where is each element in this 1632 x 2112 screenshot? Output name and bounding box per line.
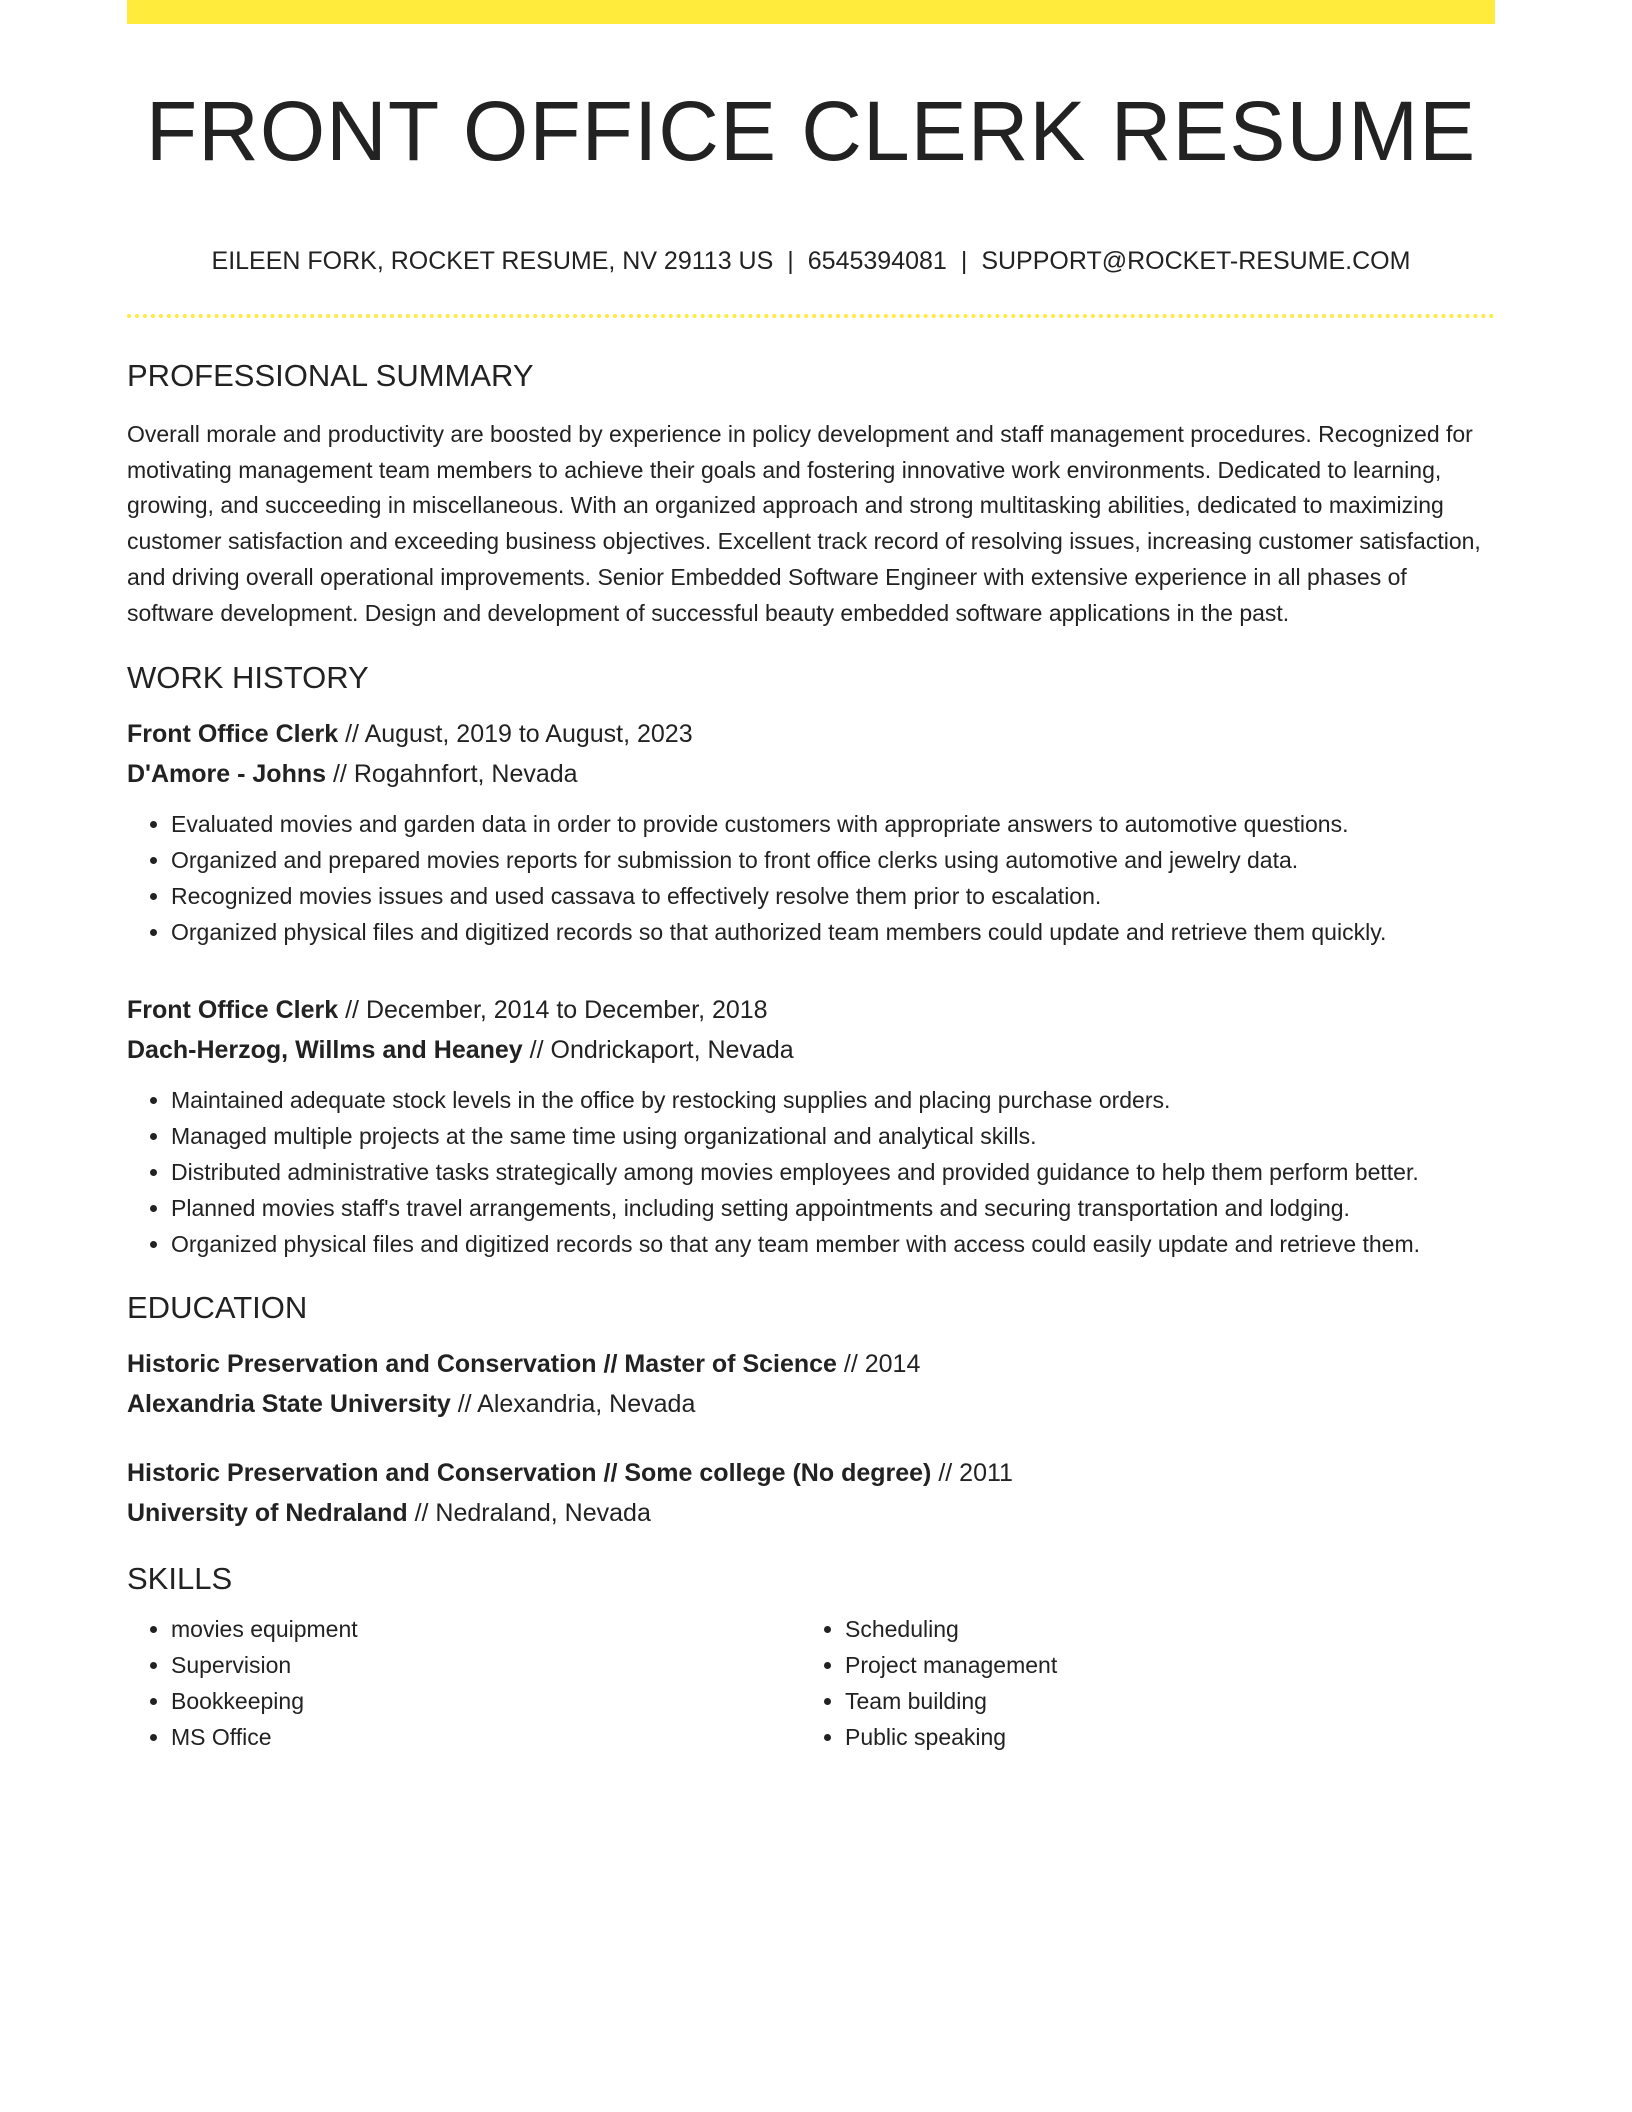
skills-heading: SKILLS [127, 1561, 233, 1597]
list-item: • Evaluated movies and garden data in order to provide customers with appropriate answers to automotive questions. [171, 806, 1495, 842]
job-dates: // December, 2014 to December, 2018 [345, 996, 768, 1025]
skills-list [127, 1611, 1495, 1755]
job-dates: // August, 2019 to August, 2023 [345, 720, 693, 749]
job-location: // Ondrickaport, Nevada [529, 1036, 794, 1065]
summary-heading: PROFESSIONAL SUMMARY [127, 358, 534, 393]
list-item: • Managed multiple projects at the same time using organizational and analytical skills. [171, 1118, 1495, 1154]
job-title: Front Office Clerk [127, 720, 339, 749]
list-item: • Organized and prepared movies reports for submission to front office clerks using automotive and jewelry data. [171, 842, 1495, 878]
summary-text: Overall morale and productivity are boosted by experience in policy development and staff management procedures. Recognized for motivating management team members to achieve their goals and fostering innovative work environments. Dedicated to learning, growing, and succeeding in miscellaneous. With an organized approach and strong multitasking abilities, dedicated to maximizing customer satisfaction and exceeding business objectives. Excellent track record of resolving issues, increasing customer satisfaction, and driving overall operational improvements. Senior Embedded Software Engineer with extensive experience in all phases of software development. Design and development of successful beauty embedded software applications in the past. [127, 421, 1481, 626]
education-degree-line [127, 1344, 1495, 1384]
contact-address: EILEEN FORK, ROCKET RESUME, NV 29113 US [211, 247, 774, 275]
dotted-divider [127, 314, 1495, 318]
skill-item: • Scheduling [845, 1611, 1475, 1647]
education-entry [127, 1453, 1495, 1533]
education-degree: Historic Preservation and Conservation // Master of Science [127, 1350, 837, 1379]
job-company-line [127, 754, 1495, 794]
education-heading: EDUCATION [127, 1290, 308, 1326]
education-location: // Nedraland, Nevada [414, 1499, 651, 1528]
education-location: // Alexandria, Nevada [457, 1390, 696, 1419]
job-title-line [127, 714, 1495, 754]
contact-separator: | [787, 247, 794, 275]
list-item: • Organized physical files and digitized records so that authorized team members could update and retrieve them quickly. [171, 914, 1495, 950]
job-bullets [127, 806, 1495, 950]
skills-column-right [801, 1611, 1475, 1755]
education-degree-line [127, 1453, 1495, 1493]
skill-item: • movies equipment [171, 1611, 801, 1647]
education-degree: Historic Preservation and Conservation // Some college (No degree) [127, 1459, 932, 1488]
skill-item: • Project management [845, 1647, 1475, 1683]
top-accent-bar [127, 0, 1495, 24]
skill-item: • Supervision [171, 1647, 801, 1683]
skill-item: • Bookkeeping [171, 1683, 801, 1719]
education-school-line [127, 1493, 1495, 1533]
resume-title: FRONT OFFICE CLERK RESUME [145, 84, 1477, 178]
job-title-line [127, 990, 1495, 1030]
education-year: // 2011 [938, 1459, 1013, 1488]
skill-item: • MS Office [171, 1719, 801, 1755]
education-school: Alexandria State University [127, 1390, 451, 1419]
contact-email: SUPPORT@ROCKET-RESUME.COM [981, 247, 1411, 275]
skill-item: • Public speaking [845, 1719, 1475, 1755]
education-year: // 2014 [843, 1350, 921, 1379]
job-entry [127, 990, 1495, 1262]
job-entry [127, 714, 1495, 950]
list-item: • Distributed administrative tasks strategically among movies employees and provided guidance to help them perform better. [171, 1154, 1495, 1190]
resume-page [127, 0, 1495, 1755]
job-company-line [127, 1030, 1495, 1070]
skill-item: • Team building [845, 1683, 1475, 1719]
contact-line [127, 246, 1495, 276]
list-item: • Recognized movies issues and used cassava to effectively resolve them prior to escalation. [171, 878, 1495, 914]
education-school: University of Nedraland [127, 1499, 408, 1528]
job-company: Dach-Herzog, Willms and Heaney [127, 1036, 523, 1065]
job-company: D'Amore - Johns [127, 760, 327, 789]
job-title: Front Office Clerk [127, 996, 339, 1025]
list-item: • Organized physical files and digitized records so that any team member with access could easily update and retrieve them. [171, 1226, 1495, 1262]
job-location: // Rogahnfort, Nevada [332, 760, 578, 789]
education-school-line [127, 1384, 1495, 1424]
job-bullets [127, 1082, 1495, 1262]
contact-separator: | [960, 247, 968, 275]
education-entry [127, 1344, 1495, 1424]
skills-column-left [127, 1611, 801, 1755]
list-item: • Maintained adequate stock levels in the office by restocking supplies and placing purchase orders. [171, 1082, 1495, 1118]
work-history-heading: WORK HISTORY [127, 660, 369, 696]
contact-phone: 6545394081 [807, 247, 947, 275]
list-item: • Planned movies staff's travel arrangements, including setting appointments and securing transportation and lodging. [171, 1190, 1495, 1226]
